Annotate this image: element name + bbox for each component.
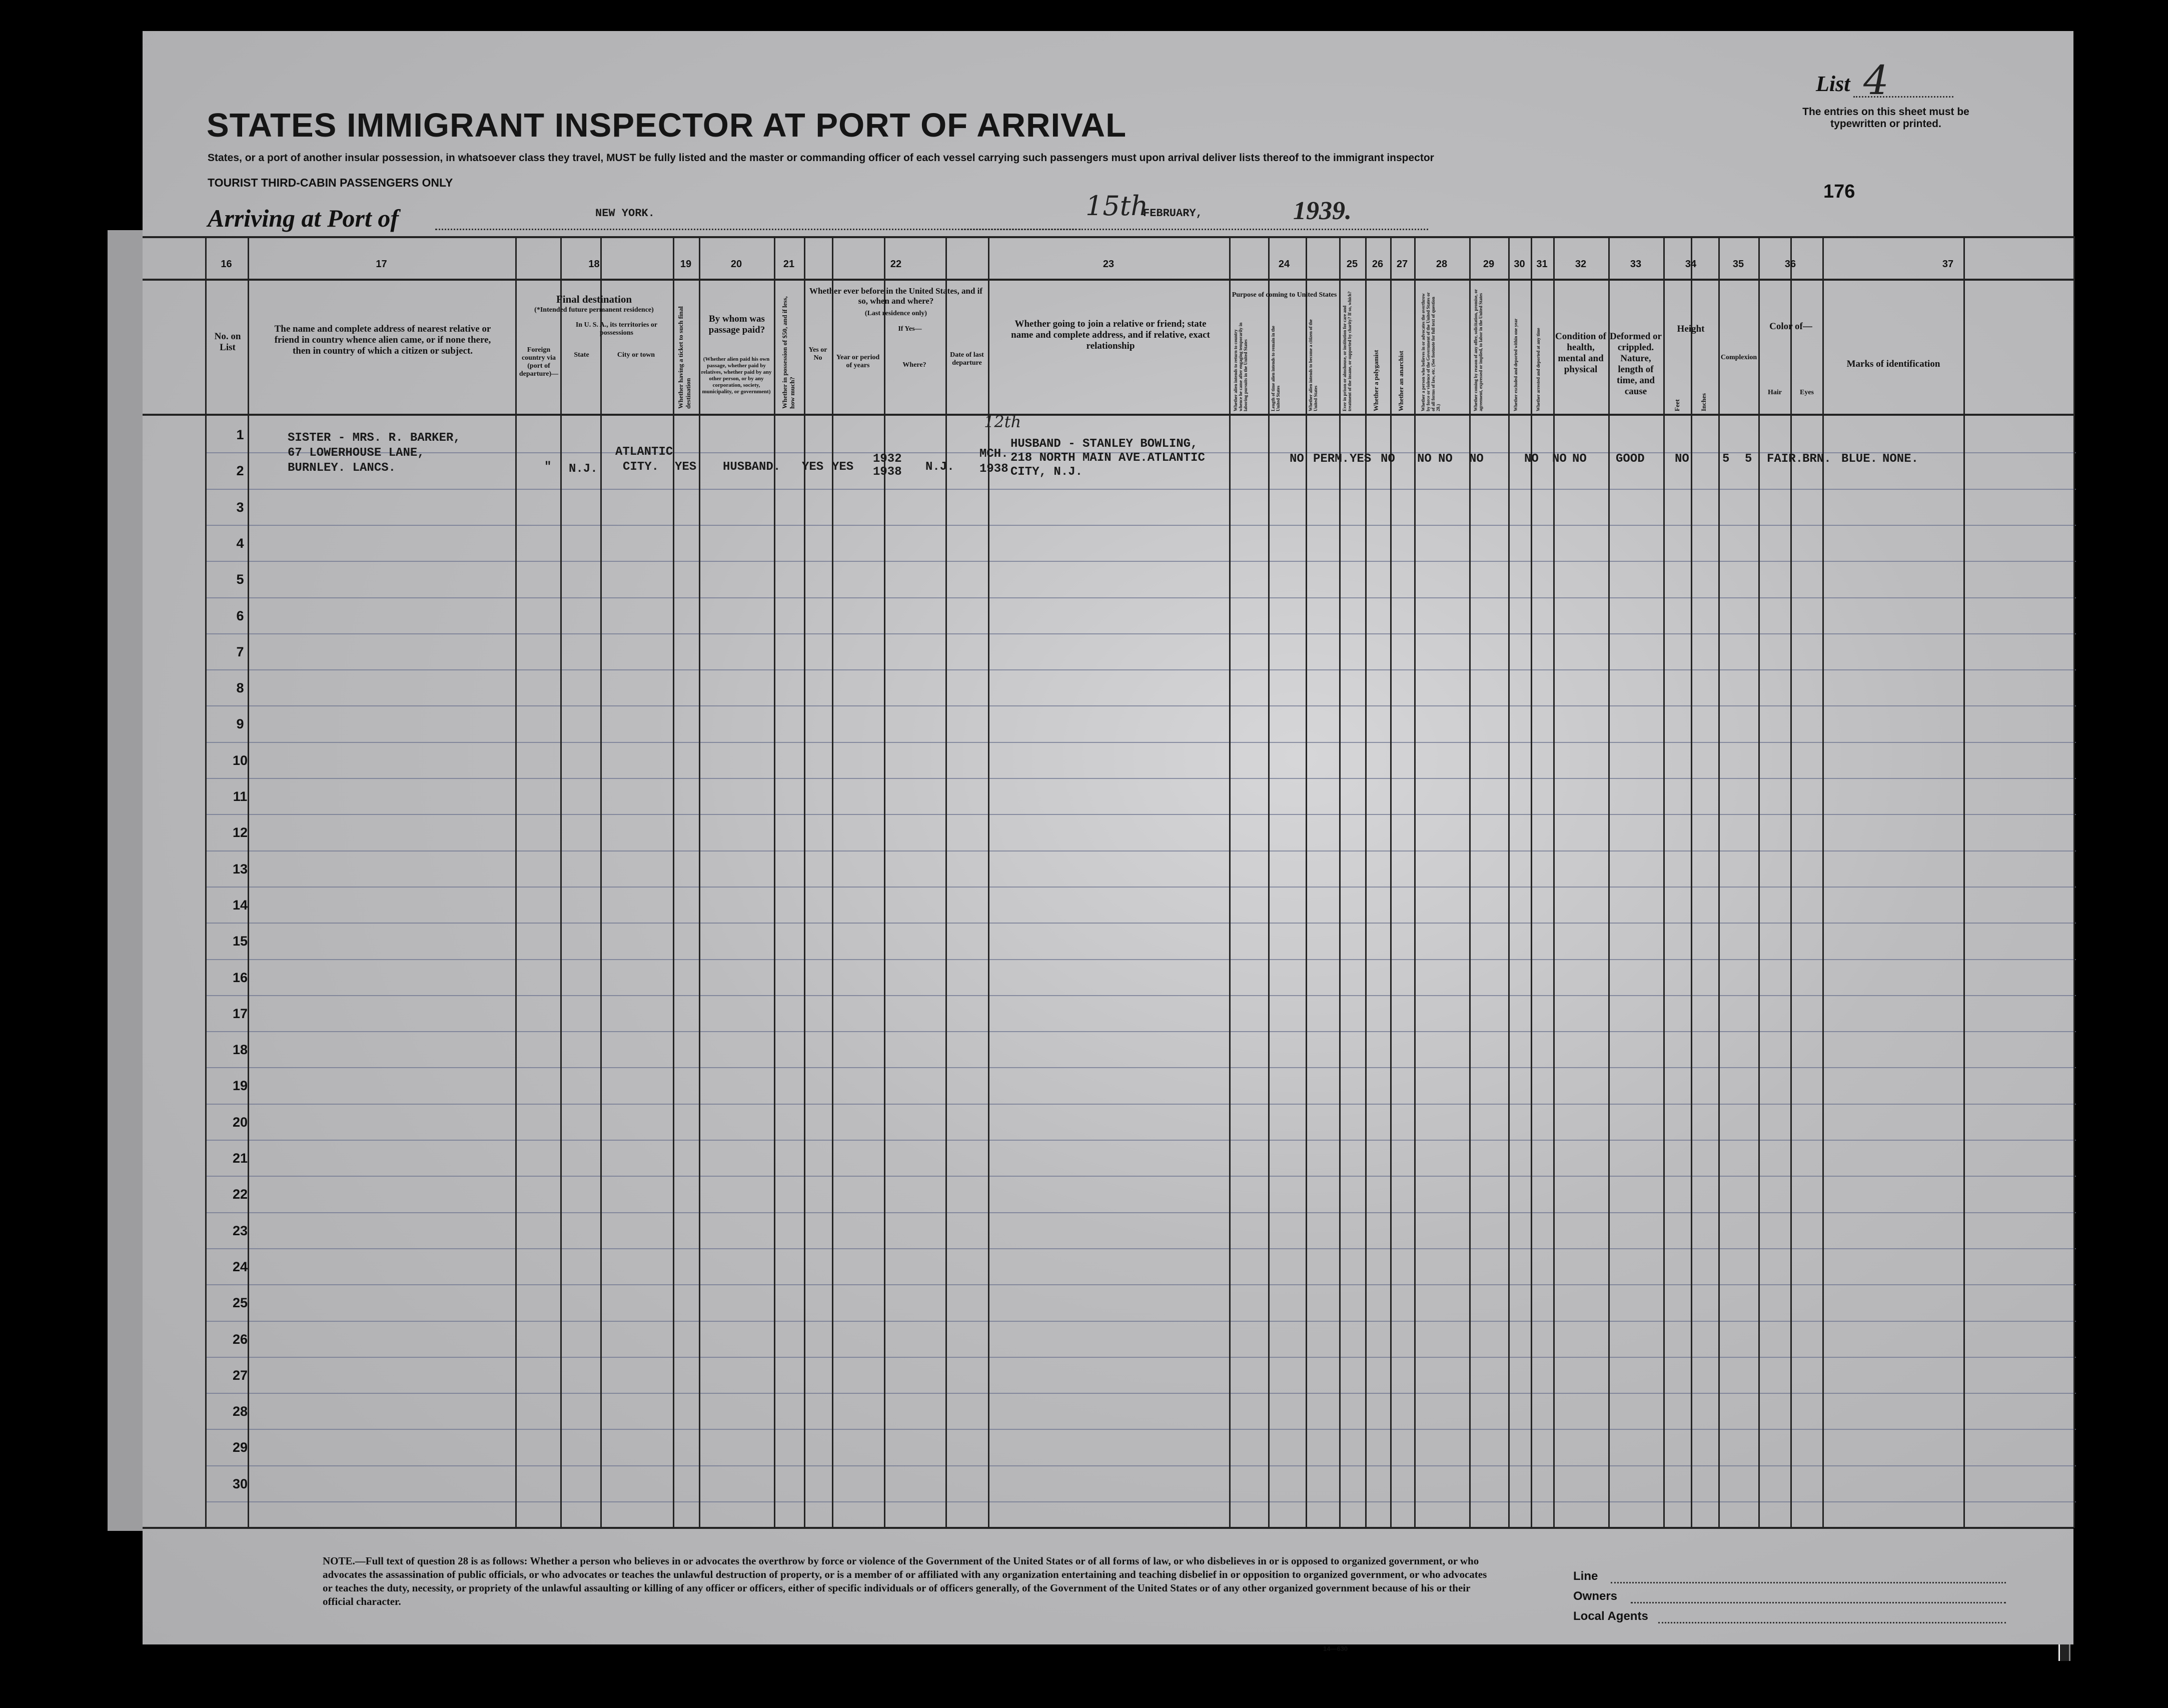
- line-label: Line: [1573, 1569, 1598, 1583]
- table-row: [205, 705, 2076, 706]
- header-purpose-citizen: Whether alien intends to become a citizen of the United States: [1308, 319, 1318, 411]
- row-number: 4: [236, 536, 244, 551]
- column-divider: [1268, 236, 1270, 1528]
- list-number: 4: [1863, 57, 1889, 104]
- column-divider: [1758, 236, 1760, 1528]
- row-number: 5: [236, 572, 244, 587]
- header-hair: Hair: [1768, 389, 1782, 396]
- list-label: List: [1816, 72, 1850, 96]
- column-divider: [205, 236, 207, 1528]
- column-divider: [1790, 236, 1792, 1528]
- colnum-29: 29: [1483, 259, 1495, 270]
- feet-value: 5: [1722, 452, 1730, 466]
- row-number: 29: [232, 1440, 248, 1455]
- return-intent-value: NO: [1290, 452, 1304, 466]
- joining-value-1: HUSBAND - STANLEY BOWLING,: [1010, 437, 1198, 451]
- date-line: [958, 229, 1428, 230]
- joining-value-2: 218 NORTH MAIN AVE.ATLANTIC: [1010, 451, 1205, 465]
- complexion-value: FAIR.: [1767, 452, 1803, 466]
- deformed-value: NO: [1675, 452, 1689, 466]
- table-row: [205, 1284, 2076, 1285]
- column-divider: [600, 236, 602, 1528]
- header-where: Where?: [902, 361, 926, 369]
- table-row: [205, 597, 2076, 598]
- table-row: [205, 669, 2076, 670]
- row-number: 10: [232, 753, 248, 768]
- colnum-16: 16: [221, 259, 232, 270]
- header-polygamist: Whether a polygamist: [1372, 350, 1380, 411]
- row-number: 14: [232, 898, 248, 913]
- instructions-text: States, or a port of another insular possession, in whatsoever class they travel, MUST be fully listed and the master or commanding officer of each vessel carrying such passengers must upon arrival deliver lists thereof to the immigrant inspector: [208, 152, 1434, 164]
- table-row: [205, 561, 2076, 562]
- header-date-departure: Date of last departure: [950, 351, 984, 367]
- city-value-2: CITY.: [623, 460, 659, 474]
- header-eyes: Eyes: [1800, 389, 1814, 396]
- departure-value-1: MCH.: [979, 447, 1008, 461]
- page-number: 176: [1823, 181, 1855, 202]
- printer-code: 14—630: [1323, 1645, 1348, 1652]
- table-bottom-border: [143, 1527, 2073, 1529]
- q29-value: NO: [1524, 452, 1539, 466]
- owners-field: [1631, 1602, 2006, 1603]
- where-value: N.J.: [925, 460, 954, 474]
- colnum-22: 22: [890, 259, 902, 270]
- colnum-19: 19: [680, 259, 692, 270]
- header-q28: Whether a person who believes in or advocates the overthrow by force or violence of the Government of the United States or of all forms of law, etc. (See footnote for full text of question 28.): [1421, 292, 1441, 411]
- column-divider: [1963, 236, 1965, 1528]
- table-row: [205, 1429, 2076, 1430]
- row-number: 21: [232, 1151, 248, 1166]
- header-inches: Inches: [1700, 393, 1707, 411]
- marks-value: NONE.: [1882, 452, 1919, 466]
- column-divider: [1531, 236, 1532, 1528]
- colnum-26: 26: [1372, 259, 1384, 270]
- row-number: 3: [236, 500, 244, 515]
- header-feet: Feet: [1673, 399, 1681, 411]
- row-number: 11: [233, 789, 248, 804]
- colnum-30: 30: [1514, 259, 1525, 270]
- header-purpose: Purpose of coming to United States: [1232, 291, 1337, 299]
- row-number: 22: [232, 1187, 248, 1202]
- colnum-18: 18: [588, 259, 600, 270]
- row-number: 30: [232, 1476, 248, 1491]
- line-field: [1611, 1582, 2006, 1583]
- column-divider: [1339, 236, 1341, 1528]
- header-if-yes: If Yes—: [898, 325, 922, 333]
- column-divider: [2073, 236, 2075, 1528]
- list-line: [1853, 96, 1953, 98]
- table-row: [205, 1357, 2076, 1358]
- column-divider: [1390, 236, 1392, 1528]
- table-row: [205, 1393, 2076, 1394]
- header-fifty-dollars: Whether in possession of $50, and if less, how much?: [781, 296, 796, 409]
- column-divider: [774, 236, 775, 1528]
- relative-address-1: 67 LOWERHOUSE LANE,: [288, 446, 425, 460]
- column-divider: [1469, 236, 1471, 1528]
- row-number: 1: [236, 427, 244, 442]
- state-value: N.J.: [569, 462, 598, 476]
- header-q31: Whether arrested and deported at any time: [1536, 328, 1541, 411]
- foreign-port-value: ": [544, 460, 552, 474]
- row-number: 16: [232, 970, 248, 985]
- header-complexion: Complexion: [1720, 354, 1757, 361]
- manifest-sheet: [143, 31, 2073, 1652]
- header-final-destination-note: (*Intended future permanent residence): [534, 306, 654, 314]
- page-title: STATES IMMIGRANT INSPECTOR AT PORT OF ARRIVAL: [207, 107, 1127, 144]
- header-q30: Whether excluded and deported within one year: [1513, 318, 1518, 411]
- colnum-27: 27: [1396, 259, 1408, 270]
- row-number: 7: [236, 644, 244, 659]
- column-divider: [1822, 236, 1824, 1528]
- eyes-value: BLUE.: [1841, 452, 1878, 466]
- column-divider: [673, 236, 674, 1528]
- table-row: [205, 1321, 2076, 1322]
- row-number: 23: [232, 1223, 248, 1238]
- relative-address-2: BURNLEY. LANCS.: [288, 461, 396, 475]
- header-joining-relative: Whether going to join a relative or friend; state name and complete address, and if relative, exact relationship: [1011, 319, 1210, 351]
- local-agents-label: Local Agents: [1573, 1609, 1648, 1623]
- entries-note: The entries on this sheet must be typewritten or printed.: [1802, 106, 1969, 130]
- colnum-17: 17: [376, 259, 387, 270]
- q30-value: NO: [1552, 452, 1567, 466]
- header-ever-before: Whether ever before in the United States, and if so, when and where?: [809, 286, 983, 306]
- column-divider: [699, 236, 700, 1528]
- local-agents-field: [1658, 1622, 2006, 1623]
- table-top-border: [143, 236, 2073, 238]
- colnum-33: 33: [1630, 259, 1642, 270]
- question-28-footnote: NOTE.—Full text of question 28 is as follows: Whether a person who believes in or advocates the overthrow by force or violence of the Government of the United States or of all forms of law, or who disbelieves in or is opposed to organized government, or who advocates the assassination of public officials, or who advocates or teaches the unlawful destruction of property, or is a member of or affiliated with any organization entertaining and teaching disbelief in or opposition to organized government, or who advocates or teaches the duty, necessity, or propriety of the unlawful assaulting or killing of any officer or officers, either of specific individuals or of officers generally, of the Government of the United States or of any other organized government because of his or their official character.: [323, 1555, 1487, 1607]
- row-number: 20: [232, 1115, 248, 1130]
- column-divider: [1508, 236, 1510, 1528]
- colnum-28: 28: [1436, 259, 1448, 270]
- row-number: 17: [232, 1006, 248, 1021]
- table-row: [205, 850, 2076, 851]
- table-row: [205, 525, 2076, 526]
- table-row: [205, 1176, 2076, 1177]
- colnum-23: 23: [1103, 259, 1115, 270]
- colnum-37: 37: [1942, 259, 1954, 270]
- row-number: 24: [232, 1259, 248, 1274]
- colnum-25: 25: [1346, 259, 1358, 270]
- header-q29: Whether coming by reason of any offer, solicitation, promise, or agreement, expressed or implied, to labor in the United States: [1473, 289, 1483, 411]
- row-number: 18: [232, 1042, 248, 1057]
- year-value: 1939.: [1293, 197, 1352, 225]
- table-row: [205, 1067, 2076, 1068]
- city-value-1: ATLANTIC: [615, 445, 673, 459]
- header-period: Year or period of years: [836, 354, 880, 369]
- row-number: 12: [232, 825, 248, 840]
- header-state: State: [574, 351, 589, 359]
- colnum-32: 32: [1575, 259, 1587, 270]
- table-row: [205, 1031, 2076, 1032]
- passage-paid-value: HUSBAND.: [723, 460, 781, 474]
- table-row: [205, 1212, 2076, 1213]
- relative-name: SISTER - MRS. R. BARKER,: [288, 431, 461, 445]
- prison-value: NO: [1381, 452, 1395, 466]
- health-value: GOOD: [1616, 452, 1645, 466]
- column-divider: [1306, 236, 1307, 1528]
- column-divider: [1414, 236, 1416, 1528]
- column-divider: [1553, 236, 1555, 1528]
- header-no-on-list: No. on List: [214, 331, 241, 353]
- stay-length-value: PERM.: [1313, 452, 1350, 466]
- row-number: 26: [232, 1332, 248, 1347]
- q31-value: NO: [1572, 452, 1587, 466]
- row-number: 27: [232, 1368, 248, 1383]
- table-row: [205, 1104, 2076, 1105]
- polygamist-value: NO: [1417, 452, 1432, 466]
- arriving-label: Arriving at Port of: [208, 204, 399, 232]
- q28-value: NO: [1469, 452, 1484, 466]
- port-value: NEW YORK.: [595, 207, 655, 220]
- table-row: [205, 1140, 2076, 1141]
- header-prison: Ever in prison or almshouse, or institution for care and treatment of the insane, or supported by charity? If so, which?: [1342, 291, 1352, 411]
- colnum-21: 21: [783, 259, 795, 270]
- header-ever-before-note: (Last residence only): [864, 310, 927, 317]
- header-purpose-length: Length of time alien intends to remain in the United States: [1271, 326, 1281, 411]
- column-divider: [804, 236, 805, 1528]
- month-value: FEBRUARY,: [1143, 207, 1203, 220]
- column-divider: [832, 236, 833, 1528]
- table-row: [205, 887, 2076, 888]
- row-number: 2: [236, 463, 244, 478]
- column-divider: [1718, 236, 1720, 1528]
- table-row: [205, 1465, 2076, 1466]
- header-in-usa: In U. S. A., its territories or possessions: [575, 321, 658, 337]
- row-number: 13: [232, 862, 248, 877]
- row-number: 25: [232, 1295, 248, 1310]
- row-number: 9: [236, 716, 244, 731]
- fifty-dollars-value: YES: [802, 460, 824, 474]
- column-divider: [560, 236, 562, 1528]
- colnum-34: 34: [1685, 259, 1697, 270]
- colnum-35: 35: [1732, 259, 1744, 270]
- header-passage-paid-note: (Whether alien paid his own passage, whether paid by relatives, whether paid by any other person, or by any corporation, society, municipality, or government): [701, 356, 772, 395]
- hair-value: BRN.: [1802, 452, 1831, 466]
- day-value: 15th: [1086, 190, 1149, 222]
- column-divider: [884, 236, 885, 1528]
- table-row: [205, 1501, 2076, 1502]
- table-row: [205, 995, 2076, 996]
- passenger-class-text: TOURIST THIRD-CABIN PASSENGERS ONLY: [208, 176, 453, 189]
- header-ticket: Whether having a ticket to such final destination: [677, 306, 692, 409]
- row-number: 28: [232, 1404, 248, 1419]
- colnum-36: 36: [1784, 259, 1796, 270]
- header-final-destination: Final destination: [556, 293, 632, 305]
- row-number: 6: [236, 608, 244, 623]
- header-anarchist: Whether an anarchist: [1397, 351, 1405, 411]
- column-divider: [1608, 236, 1610, 1528]
- header-bottom-border: [143, 414, 2073, 416]
- header-height: Height: [1677, 324, 1705, 334]
- table-row: [205, 959, 2076, 960]
- joining-value-3: CITY, N.J.: [1010, 465, 1083, 479]
- row-number: 8: [236, 680, 244, 695]
- colnum-20: 20: [730, 259, 742, 270]
- table-row: [205, 489, 2076, 490]
- row-number: 19: [232, 1078, 248, 1093]
- header-color-of: Color of—: [1769, 321, 1812, 332]
- header-health: Condition of health, mental and physical: [1555, 331, 1606, 375]
- column-divider: [1229, 236, 1231, 1528]
- header-purpose-return: Whether alien intends to return to country whence he came after engaging temporarily in laboring pursuits in the United States: [1233, 322, 1248, 411]
- header-passage-paid: By whom was passage paid?: [708, 314, 765, 335]
- header-yes-or-no: Yes or No: [808, 346, 827, 362]
- period-value-1: 1932: [873, 452, 902, 466]
- header-city-or-town: City or town: [617, 351, 655, 359]
- header-foreign-country: Foreign country via (port of departure)—: [519, 346, 559, 378]
- table-row: [205, 778, 2076, 779]
- table-row: [205, 742, 2076, 743]
- column-divider: [1663, 236, 1665, 1528]
- row-number: 15: [232, 934, 248, 949]
- column-divider: [945, 236, 947, 1528]
- colnum-24: 24: [1278, 259, 1290, 270]
- departure-day-value: 12th: [984, 412, 1021, 431]
- header-marks: Marks of identification: [1846, 359, 1940, 369]
- table-row: [205, 1248, 2076, 1249]
- ever-before-value: YES: [832, 460, 854, 474]
- table-row: [205, 923, 2076, 924]
- citizen-intent-value: YES: [1350, 452, 1372, 466]
- departure-value-2: 1938.: [979, 462, 1016, 476]
- colnum-31: 31: [1536, 259, 1548, 270]
- table-row: [205, 814, 2076, 815]
- column-divider: [1365, 236, 1367, 1528]
- header-nearest-relative: The name and complete address of nearest relative or friend in country whence alien came, or if none there, then in country of which a citizen or subject.: [274, 324, 491, 356]
- period-value-2: 1938: [873, 465, 902, 479]
- column-number-border: [143, 279, 2073, 281]
- anarchist-value: NO: [1438, 452, 1453, 466]
- inches-value: 5: [1745, 452, 1752, 466]
- column-divider: [515, 236, 517, 1528]
- ticket-value: YES: [675, 460, 697, 474]
- table-row: [205, 633, 2076, 634]
- header-deformed: Deformed or crippled. Nature, length of time, and cause: [1610, 331, 1662, 397]
- owners-label: Owners: [1573, 1589, 1618, 1603]
- binding-strip: [108, 230, 143, 1531]
- column-divider: [1691, 236, 1692, 1528]
